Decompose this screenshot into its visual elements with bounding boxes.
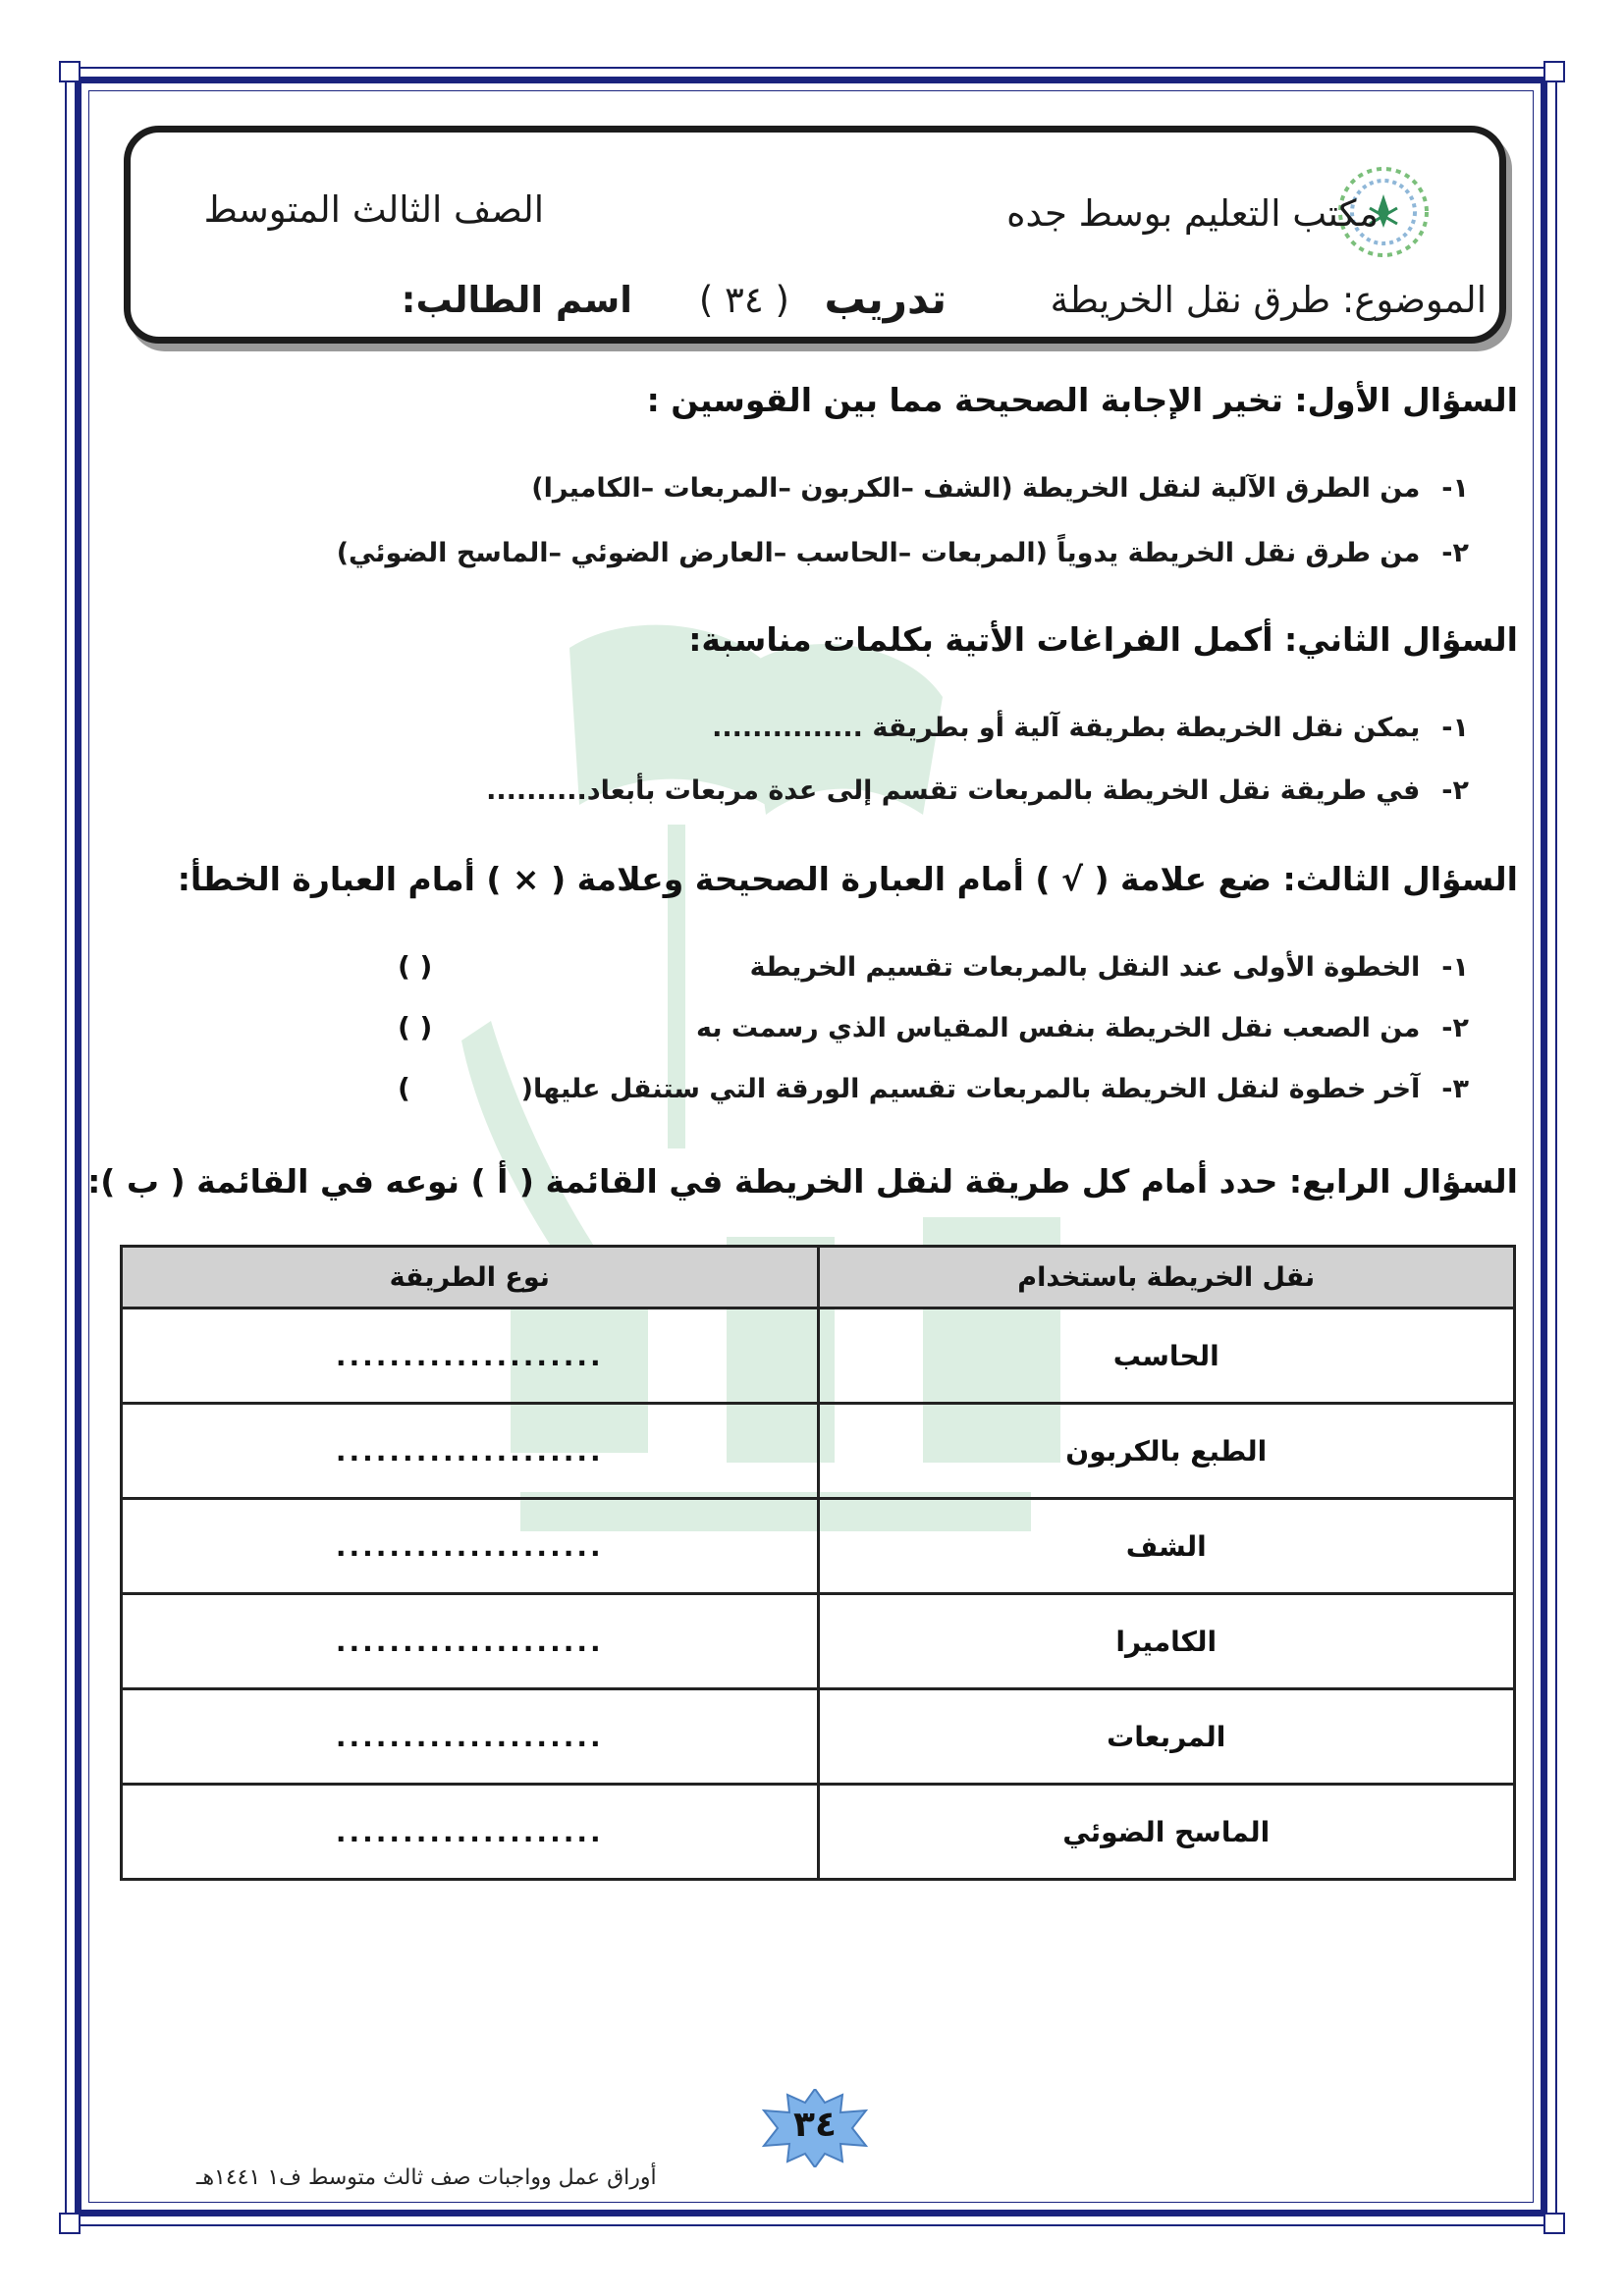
student-name-label: اسم الطالب:	[401, 279, 632, 321]
item-number: ٢-	[1441, 1013, 1469, 1043]
corner-ornament	[59, 61, 81, 82]
answer-blank[interactable]: ....................	[122, 1499, 819, 1594]
matching-table	[120, 1245, 1516, 1881]
q3-title: السؤال الثالث: ضع علامة ( √ ) أمام العبارة الصحيحة وعلامة ( × ) أمام العبارة الخطأ:	[177, 860, 1518, 898]
table-row	[122, 1308, 1515, 1404]
method-cell: الشف	[818, 1499, 1515, 1594]
office-name: مكتب التعليم بوسط جده	[1006, 192, 1379, 235]
corner-ornament	[1543, 61, 1565, 82]
item-text: من الطرق الآلية لنقل الخريطة (الشف –الكربون –المربعات –الكاميرا)	[531, 473, 1421, 504]
item-number: ٢-	[1441, 775, 1469, 806]
table-row	[122, 1594, 1515, 1689]
answer-box[interactable]: )	[398, 1072, 410, 1104]
corner-ornament	[1543, 2213, 1565, 2234]
page-number: ٣٤	[793, 2105, 837, 2145]
q1-item-2	[337, 538, 1469, 568]
column-header-type: نوع الطريقة	[122, 1247, 819, 1308]
item-text: من الصعب نقل الخريطة بنفس المقياس الذي رسمت به	[696, 1013, 1421, 1043]
answer-box[interactable]: ( )	[398, 950, 433, 983]
column-header-method: نقل الخريطة باستخدام	[818, 1247, 1515, 1308]
answer-blank[interactable]: ....................	[122, 1404, 819, 1499]
exercise-title: تدريب	[824, 275, 947, 323]
q3-item-2	[696, 1013, 1469, 1043]
item-text: في طريقة نقل الخريطة بالمربعات تقسم إلى عدة مربعات بأبعاد..........	[486, 775, 1421, 806]
item-number: ١-	[1441, 952, 1469, 983]
item-number: ٣-	[1441, 1074, 1469, 1104]
item-number: ٢-	[1441, 538, 1469, 568]
item-number: ١-	[1441, 473, 1469, 504]
item-text: الخطوة الأولى عند النقل بالمربعات تقسيم الخريطة	[749, 952, 1421, 983]
q1-title: السؤال الأول: تخير الإجابة الصحيحة مما بين القوسين :	[646, 381, 1518, 419]
q4-title: السؤال الرابع: حدد أمام كل طريقة لنقل الخريطة في القائمة ( أ ) نوعه في القائمة ( ب ):	[87, 1162, 1518, 1201]
answer-blank[interactable]: ....................	[122, 1785, 819, 1880]
item-text: من طرق نقل الخريطة يدوياً (المربعات –الحاسب –العارض الضوئي –الماسح الضوئي)	[336, 538, 1421, 568]
footer-note: أوراق عمل وواجبات صف ثالث متوسط ف١ ١٤٤١هـ	[196, 2165, 657, 2190]
q2-item-2	[486, 775, 1469, 806]
method-cell: المربعات	[818, 1689, 1515, 1785]
method-cell: الحاسب	[818, 1308, 1515, 1404]
answer-blank[interactable]: ....................	[122, 1689, 819, 1785]
q2-title: السؤال الثاني: أكمل الفراغات الأتية بكلمات مناسبة:	[688, 620, 1518, 659]
answer-blank[interactable]: ....................	[122, 1594, 819, 1689]
q1-item-1	[531, 473, 1469, 504]
table-row	[122, 1785, 1515, 1880]
topic-label: الموضوع: طرق نقل الخريطة	[1050, 279, 1487, 321]
item-number: ١-	[1441, 713, 1469, 743]
grade-label: الصف الثالث المتوسط	[203, 188, 544, 231]
corner-ornament	[59, 2213, 81, 2234]
q3-item-1	[750, 952, 1469, 983]
answer-blank[interactable]: ....................	[122, 1308, 819, 1404]
table-row	[122, 1689, 1515, 1785]
item-text: آخر خطوة لنقل الخريطة بالمربعات تقسيم الورقة التي ستنقل عليها(	[520, 1074, 1421, 1104]
answer-box[interactable]: ( )	[398, 1011, 433, 1043]
item-text: يمكن نقل الخريطة بطريقة آلية أو بطريقة ...............	[712, 713, 1421, 743]
q2-item-1	[712, 713, 1469, 743]
method-cell: الكاميرا	[818, 1594, 1515, 1689]
table-row	[122, 1404, 1515, 1499]
q3-item-3	[521, 1074, 1469, 1104]
method-cell: الماسح الضوئي	[818, 1785, 1515, 1880]
exercise-number: ( ٣٤ )	[698, 279, 789, 321]
method-cell: الطبع بالكربون	[818, 1404, 1515, 1499]
table-row	[122, 1499, 1515, 1594]
